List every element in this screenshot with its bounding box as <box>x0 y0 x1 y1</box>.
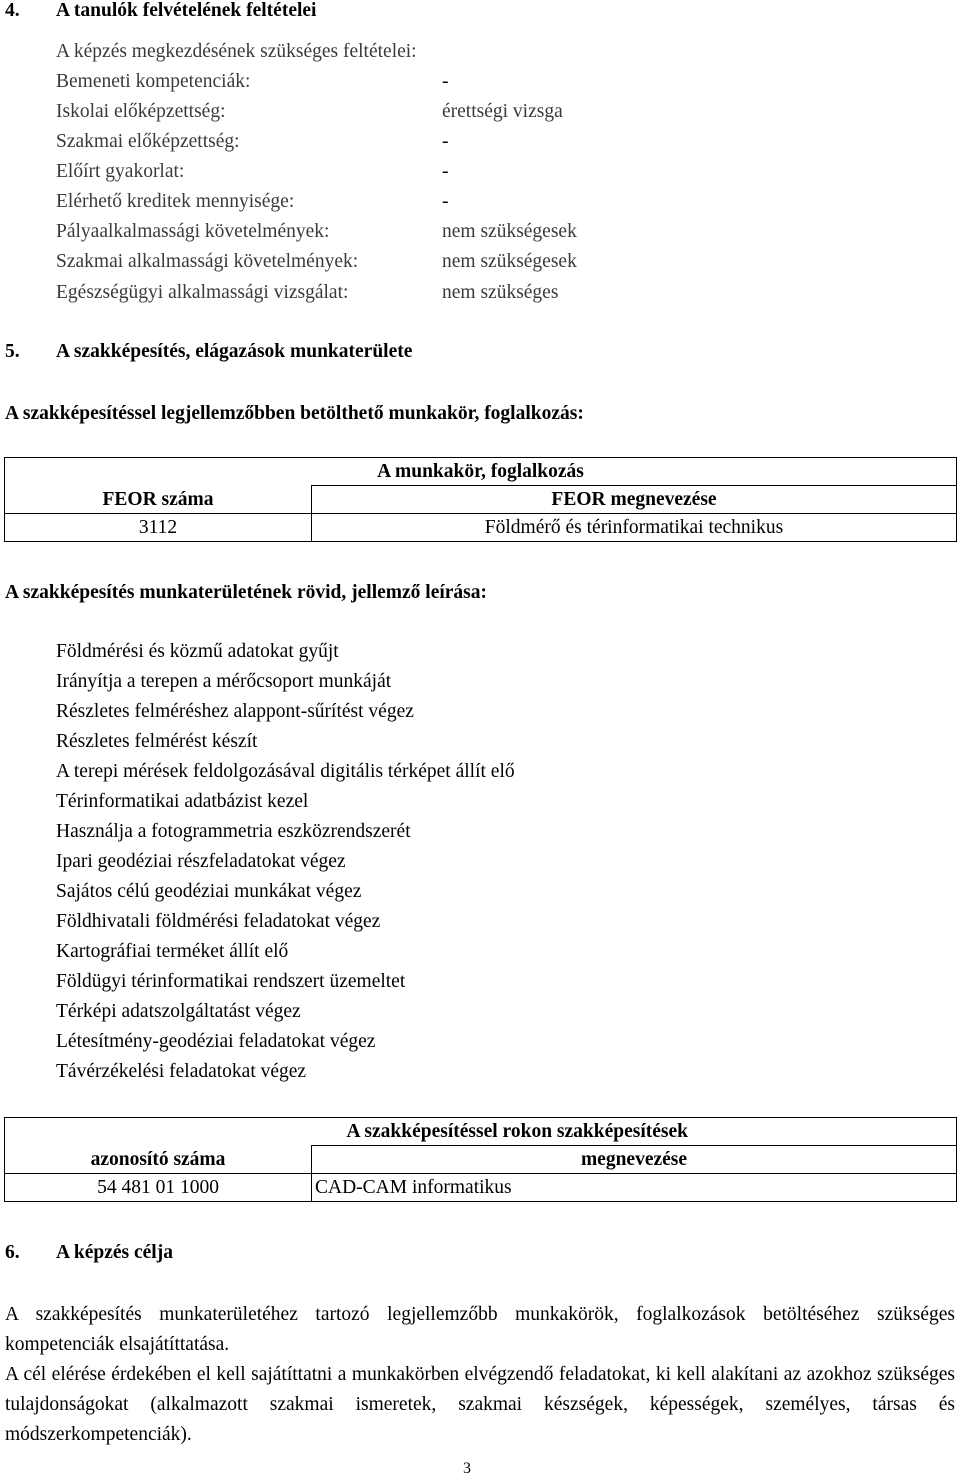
list-item: A terepi mérések feldolgozásával digitális térképet állít elő <box>56 761 515 782</box>
list-item: Sajátos célú geodéziai munkákat végez <box>56 881 362 902</box>
list-item: Részletes felméréshez alappont-sűrítést végez <box>56 701 414 722</box>
list-item: Távérzékelési feladatokat végez <box>56 1061 307 1082</box>
occupation-table-header: A munkakör, foglalkozás <box>5 458 957 486</box>
related-qualifications-table <box>4 1117 957 1202</box>
req-value: nem szükségesek <box>442 221 577 242</box>
req-value: - <box>442 161 449 182</box>
list-item: Kartográfiai terméket állít elő <box>56 941 289 962</box>
list-item: Térinformatikai adatbázist kezel <box>56 791 309 812</box>
req-label: Bemeneti kompetenciák: <box>56 71 251 92</box>
list-item: Használja a fotogrammetria eszközrendszerét <box>56 821 411 842</box>
related-name-header: megnevezése <box>312 1146 957 1174</box>
list-item: Részletes felmérést készít <box>56 731 258 752</box>
section-6-title: A képzés célja <box>56 1242 173 1263</box>
list-item: Földmérési és közmű adatokat gyűjt <box>56 641 339 662</box>
feor-code-header: FEOR száma <box>5 486 312 514</box>
list-item: Létesítmény-geodéziai feladatokat végez <box>56 1031 376 1052</box>
feor-code-cell: 3112 <box>5 514 312 542</box>
req-label: Egészségügyi alkalmassági vizsgálat: <box>56 282 349 303</box>
list-item: Térképi adatszolgáltatást végez <box>56 1001 301 1022</box>
section-5-title: A szakképesítés, elágazások munkaterülete <box>56 341 413 362</box>
req-value: nem szükségesek <box>442 251 577 272</box>
section-5-number: 5. <box>5 341 20 362</box>
req-value: - <box>442 131 449 152</box>
goal-paragraph-2: A cél elérése érdekében el kell sajátíttatni a munkakörben elvégzendő feladatokat, ki kell alakítani az azokhoz szükséges tulajdonságokat (alkalmazott szakmai ismeretek, szakmai készségek, képességek, személyes, társas és módszerkompetenciák). <box>5 1364 955 1445</box>
related-id-header: azonosító száma <box>5 1146 312 1174</box>
related-table-header: A szakképesítéssel rokon szakképesítések <box>5 1118 957 1146</box>
req-label: Szakmai alkalmassági követelmények: <box>56 251 359 272</box>
req-label: Elérhető kreditek mennyisége: <box>56 191 295 212</box>
req-label: Előírt gyakorlat: <box>56 161 185 182</box>
req-value: nem szükséges <box>442 282 559 303</box>
req-value: érettségi vizsga <box>442 101 563 122</box>
related-id-cell: 54 481 01 1000 <box>5 1174 312 1202</box>
req-value: - <box>442 71 449 92</box>
req-value: - <box>442 191 449 212</box>
list-item: Földhivatali földmérési feladatokat végez <box>56 911 381 932</box>
section-4-title: A tanulók felvételének feltételei <box>56 0 317 21</box>
occupation-table <box>4 457 957 542</box>
section-4-intro: A képzés megkezdésének szükséges feltételei: <box>56 41 417 62</box>
feor-name-cell: Földmérő és térinformatikai technikus <box>312 514 957 542</box>
req-label: Szakmai előképzettség: <box>56 131 240 152</box>
list-item: Földügyi térinformatikai rendszert üzemeltet <box>56 971 406 992</box>
page-number: 3 <box>463 1460 471 1477</box>
list-item: Ipari geodéziai részfeladatokat végez <box>56 851 346 872</box>
req-label: Iskolai előképzettség: <box>56 101 226 122</box>
goal-paragraph-1: A szakképesítés munkaterületéhez tartozó legjellemzőbb munkakörök, foglalkozások betöltéséhez szükséges kompetenciák elsajátíttatása. <box>5 1304 955 1355</box>
related-name-cell: CAD-CAM informatikus <box>312 1174 957 1202</box>
req-label: Pályaalkalmassági követelmények: <box>56 221 330 242</box>
list-item: Irányítja a terepen a mérőcsoport munkáját <box>56 671 392 692</box>
section-6-number: 6. <box>5 1242 20 1263</box>
feor-name-header: FEOR megnevezése <box>312 486 957 514</box>
work-area-description-title: A szakképesítés munkaterületének rövid, jellemző leírása: <box>5 582 488 603</box>
section-4-number: 4. <box>5 0 20 21</box>
section-5-subtitle: A szakképesítéssel legjellemzőbben betölthető munkakör, foglalkozás: <box>5 403 584 424</box>
